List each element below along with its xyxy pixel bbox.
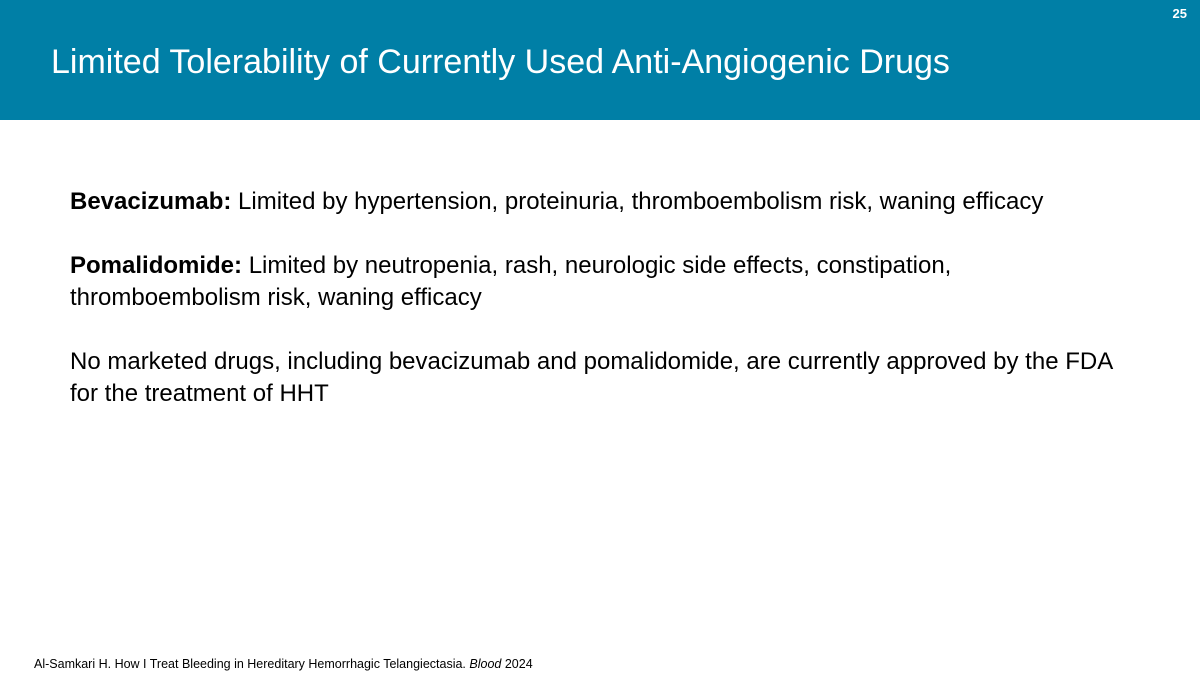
paragraph-text: Limited by neutropenia, rash, neurologic side effects, constipation, thromboembolism risk, waning efficacy	[70, 252, 952, 311]
paragraph-pomalidomide	[70, 250, 1130, 314]
paragraph-text: No marketed drugs, including bevacizumab and pomalidomide, are currently approved by the FDA for the treatment of HHT	[70, 348, 1112, 407]
slide-content	[70, 186, 1130, 442]
citation-journal: Blood	[469, 657, 502, 671]
paragraph-fda-status	[70, 346, 1130, 410]
citation-text: Al-Samkari H. How I Treat Bleeding in Hereditary Hemorrhagic Telangiectasia.	[34, 657, 470, 671]
drug-label-bevacizumab: Bevacizumab:	[70, 188, 232, 215]
header-band	[0, 0, 1200, 120]
slide-title: Limited Tolerability of Currently Used Anti-Angiogenic Drugs	[51, 43, 950, 81]
citation-year: 2024	[501, 657, 533, 671]
citation	[34, 656, 533, 672]
drug-label-pomalidomide: Pomalidomide:	[70, 252, 243, 279]
paragraph-text: Limited by hypertension, proteinuria, thromboembolism risk, waning efficacy	[231, 188, 1044, 215]
slide-number: 25	[1172, 6, 1187, 21]
paragraph-bevacizumab	[70, 186, 1130, 218]
